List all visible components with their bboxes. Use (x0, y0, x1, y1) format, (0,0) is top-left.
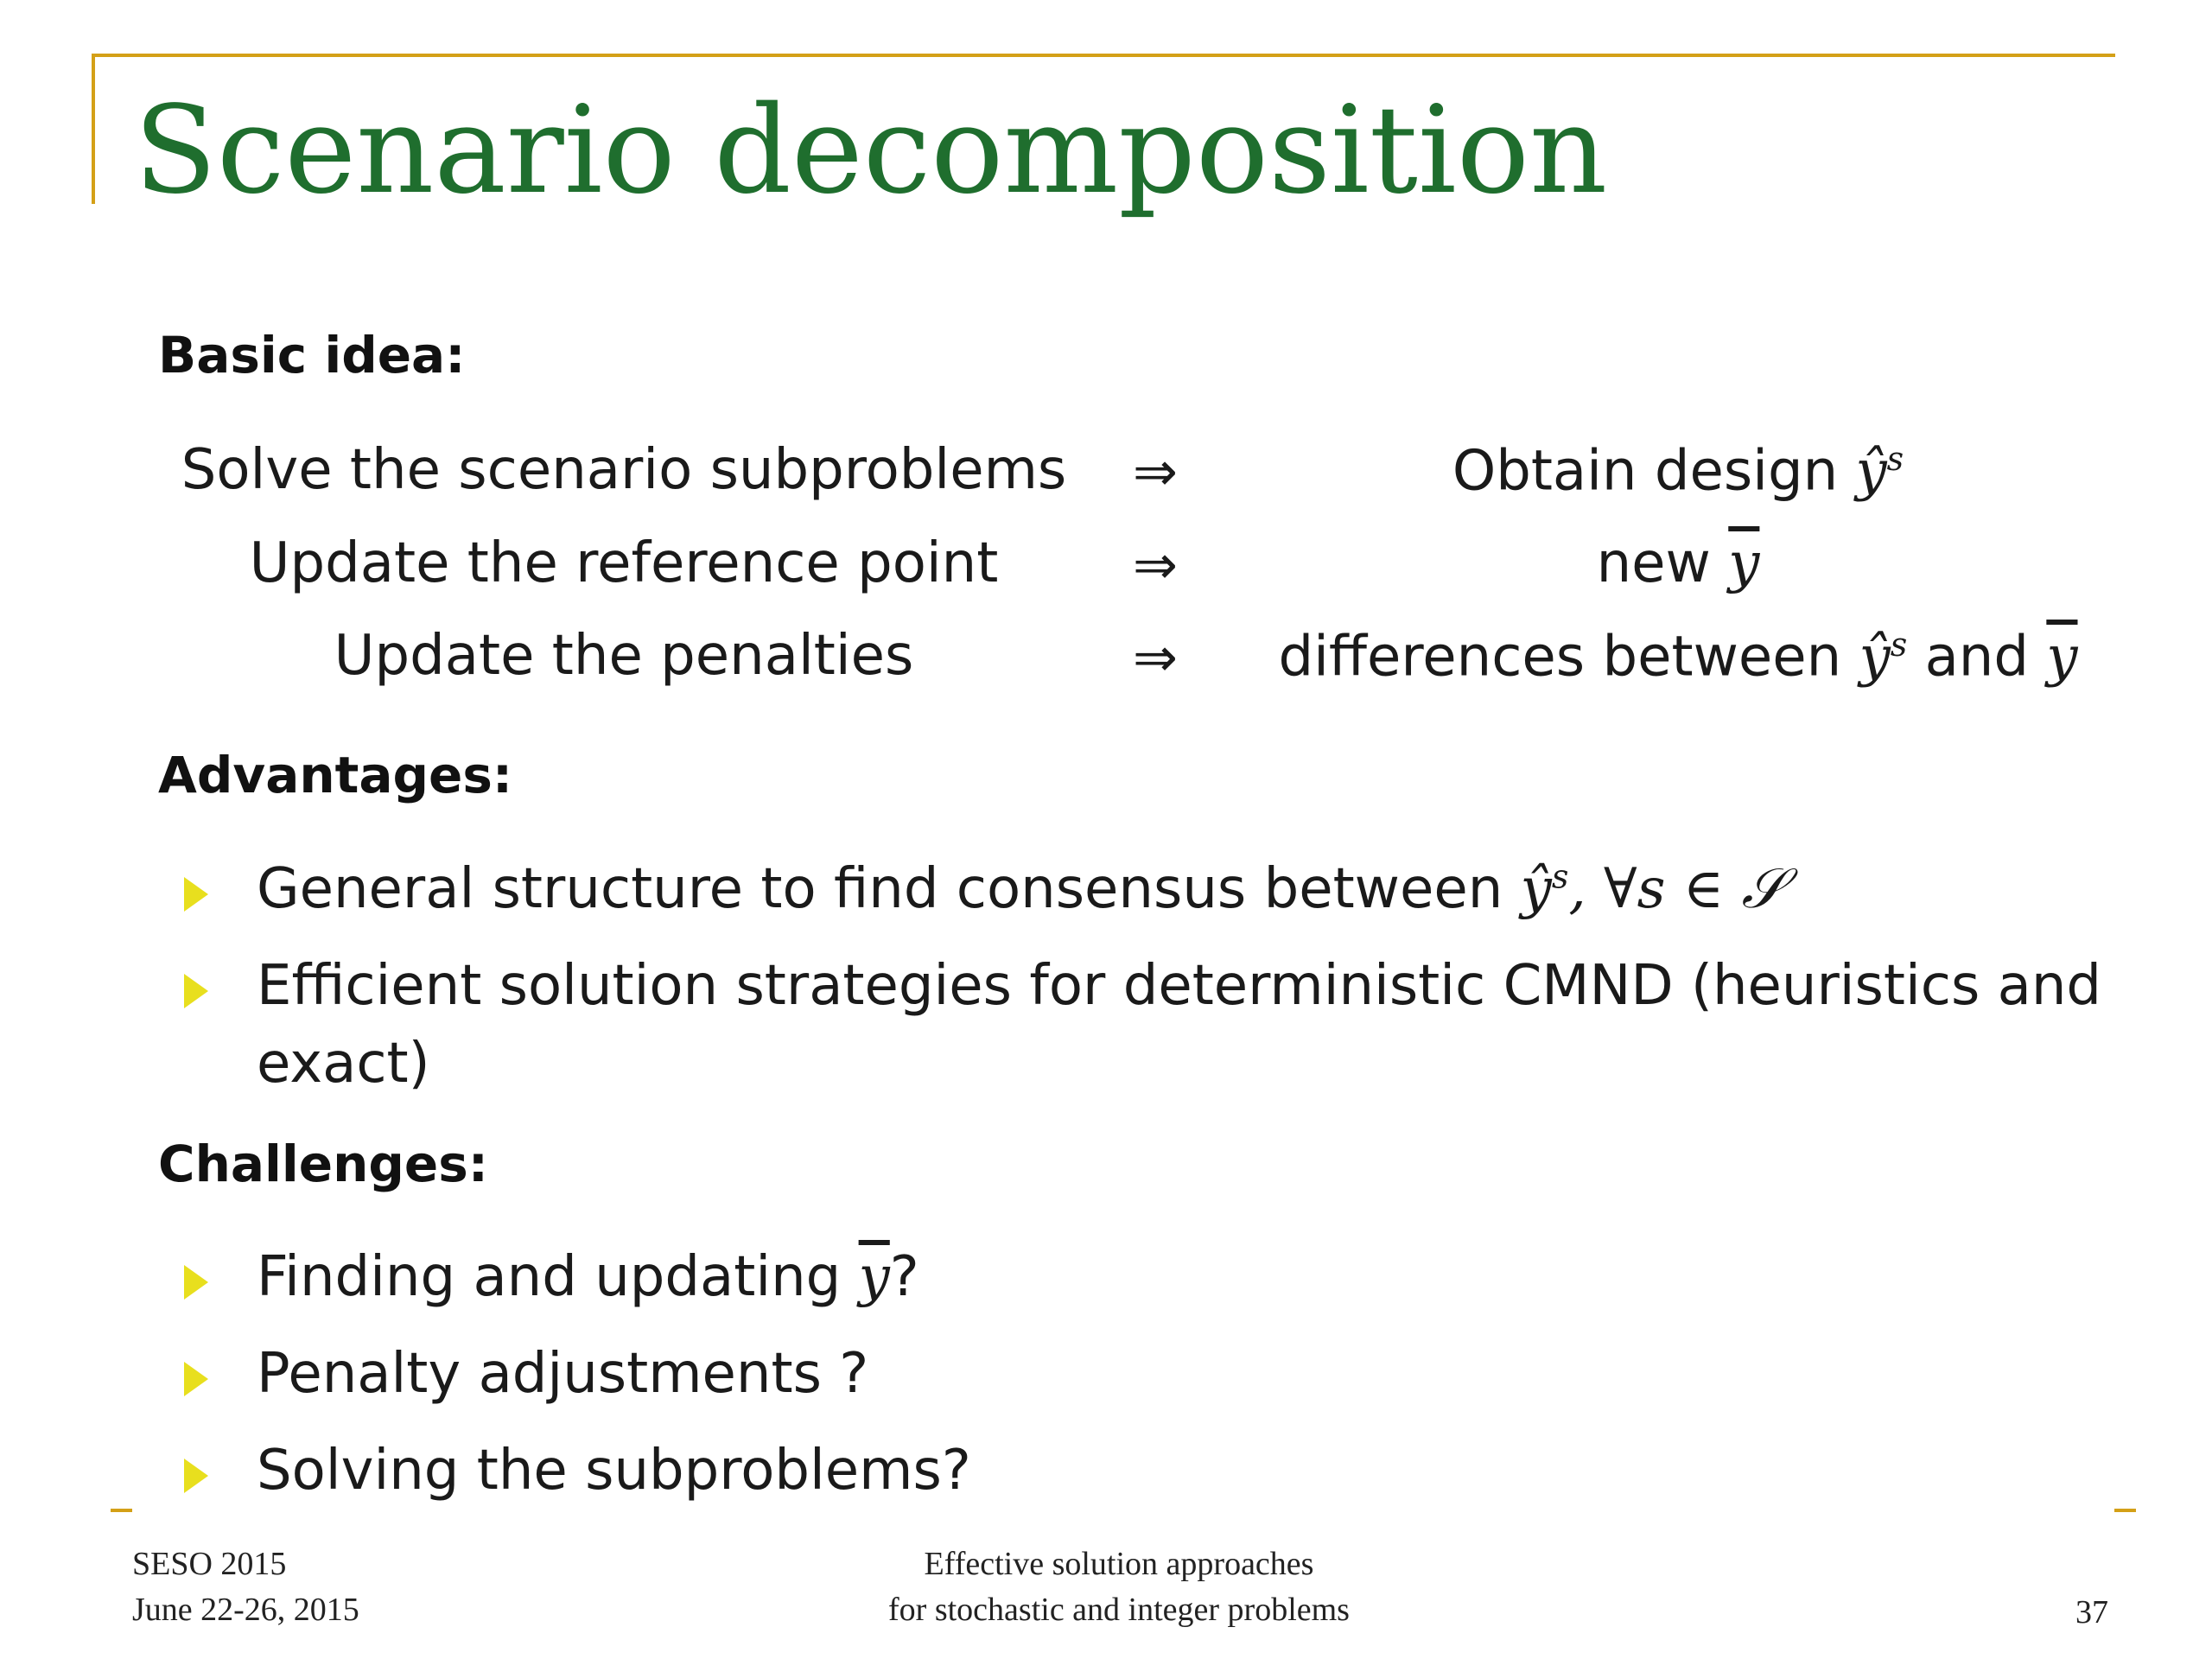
superscript-s: s (1890, 626, 1908, 664)
y-hat-symbol: ŷ (1859, 625, 1891, 690)
result-text: differences between (1278, 625, 1859, 690)
footer-title-line-2: for stochastic and integer problems (888, 1592, 1350, 1629)
bullet-triangle-icon (184, 877, 208, 912)
footer-title-line-1: Effective solution approaches (924, 1546, 1314, 1582)
bullet-triangle-icon (184, 1459, 208, 1493)
footer-dates: June 22-26, 2015 (132, 1592, 359, 1629)
advantage-item-1 (257, 851, 1784, 929)
y-bar-symbol: $\overline{y}$ (858, 1245, 890, 1309)
bullet-triangle-icon (184, 1265, 208, 1300)
flow-row-1-action: Solve the scenario subproblems (181, 438, 1067, 502)
result-connector: and (1907, 625, 2047, 690)
challenge-item-2: Penalty adjustments ? (257, 1342, 869, 1406)
footer-rule-right (2114, 1509, 2136, 1512)
result-text: Obtain design (1452, 439, 1856, 504)
footer-rule-left (111, 1509, 132, 1512)
for-all-s-in-set: , ∀s ∈ 𝒮 (1568, 857, 1785, 921)
advantage-text-line-1: Efficient solution strategies for deterministic CMND (heuristics and (257, 954, 2102, 1018)
superscript-s: s (1886, 440, 1904, 478)
bullet-triangle-icon (184, 1362, 208, 1396)
y-hat-symbol: ŷ (1520, 857, 1552, 921)
advantage-text-line-2: exact) (257, 1031, 430, 1096)
challenge-item-3: Solving the subproblems? (257, 1439, 971, 1503)
flow-row-2-action: Update the reference point (249, 531, 999, 595)
flow-row-3-action: Update the penalties (334, 624, 914, 688)
implies-arrow-3: ⇒ (1133, 626, 1178, 689)
advantages-heading: Advantages: (158, 746, 513, 804)
flow-row-1-result (1452, 439, 1904, 504)
challenge-item-1 (257, 1239, 919, 1317)
top-rule (92, 54, 2115, 57)
y-bar-symbol: $\overline{y}$ (1728, 531, 1760, 595)
bullet-triangle-icon (184, 974, 208, 1008)
challenge-tail: ? (889, 1245, 919, 1309)
challenge-text: Finding and updating (257, 1245, 859, 1309)
left-rule (92, 54, 95, 204)
implies-arrow-2: ⇒ (1133, 533, 1178, 596)
slide-title: Scenario decomposition (134, 80, 1608, 221)
challenges-heading: Challenges: (158, 1135, 488, 1193)
implies-arrow-1: ⇒ (1133, 440, 1178, 503)
y-hat-symbol: ŷ (1855, 439, 1887, 504)
footer-event: SESO 2015 (132, 1546, 287, 1582)
advantage-item-2 (257, 948, 2101, 1103)
page-number: 37 (2075, 1594, 2108, 1630)
result-text: new (1596, 531, 1729, 595)
superscript-s: s (1551, 857, 1569, 896)
footer-conference (132, 1541, 359, 1633)
flow-row-2-result (1596, 531, 1760, 595)
basic-idea-heading: Basic idea: (158, 326, 466, 385)
y-bar-symbol: $\overline{y}$ (2046, 625, 2078, 690)
flow-row-3-result (1278, 625, 2078, 690)
advantage-text: General structure to find consensus between (257, 857, 1521, 921)
footer-talk-title (888, 1541, 1350, 1633)
